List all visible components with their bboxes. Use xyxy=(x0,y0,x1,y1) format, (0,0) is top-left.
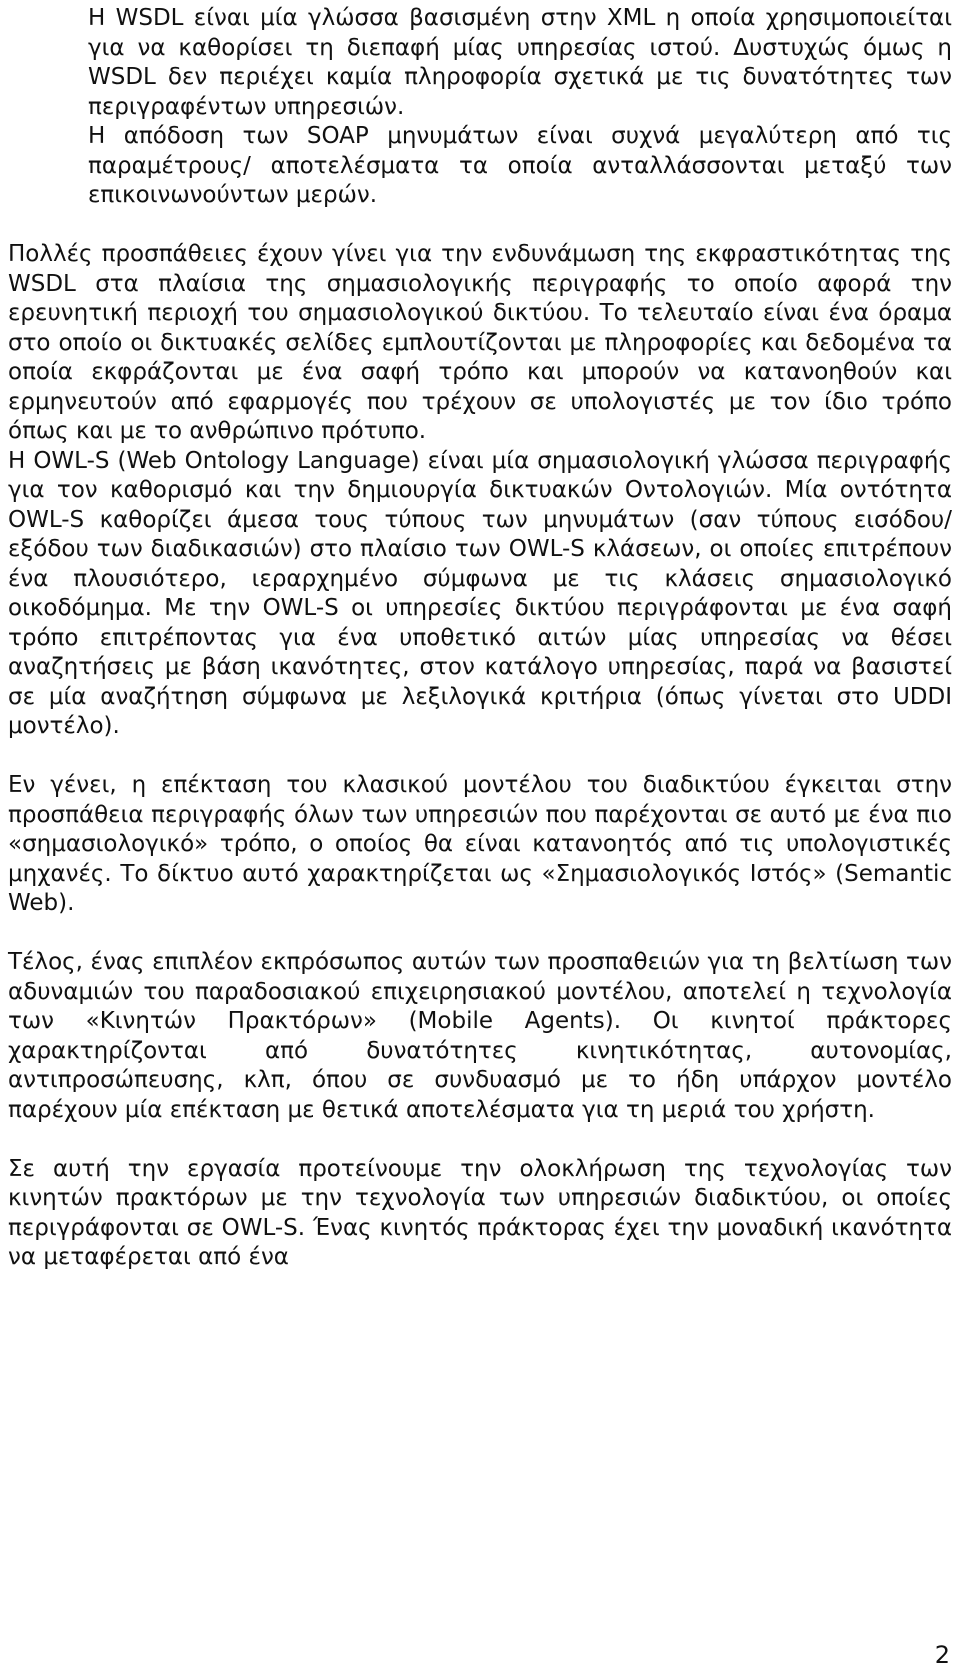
page-number: 2 xyxy=(934,1641,950,1669)
paragraph-soap: Η απόδοση των SOAP μηνυμάτων είναι συχνά μεγαλύτερη από τις παραμέτρους/ αποτελέσματα τα οποία ανταλλάσσονται μεταξύ των επικοινωνούντων μερών. xyxy=(88,123,952,208)
paragraph-owl-s: Η OWL-S (Web Ontology Language) είναι μία σημασιολογική γλώσσα περιγραφής για τον καθορισμό και την δημιουργία δικτυακών Οντολογιών. Μία οντότητα OWL-S καθορίζει άμεσα τους τύπους των μηνυμάτων (σαν τύπους εισόδου/ εξόδου των διαδικασιών) στο πλαίσιο των OWL-S κλάσεων, οι οποίες επιτρέπουν ένα πλουσιότερο, ιεραρχημένο σύμφωνα με τις κλάσεις σημασιολογικό οικοδόμημα. Με την OWL-S οι υπηρεσίες δικτύου περιγράφονται με ένα σαφή τρόπο επιτρέποντας για ένα υποθετικό αιτών μίας υπηρεσίας να θέσει αναζητήσεις με βάση ικανότητες, στον κατάλογο υπηρεσίας, παρά να βασιστεί σε μία αναζήτηση σύμφωνα με λεξιλογικά κριτήρια (όπως γίνεται στο UDDI μοντέλο). xyxy=(8,447,952,739)
document-body xyxy=(8,4,952,1273)
paragraph-mobile-agents: Τέλος, ένας επιπλέον εκπρόσωπος αυτών των προσπαθειών για τη βελτίωση των αδυναμιών του παραδοσιακού επιχειρησιακού μοντέλου, αποτελεί η τεχνολογία των «Κινητών Πρακτόρων» (Mobile Agents). Οι κινητοί πράκτορες χαρακτηρίζονται από δυνατότητες κινητικότητας, αυτονομίας, αντιπροσώπευσης, κλπ, όπου σε συνδυασμό με το ήδη υπάρχον μοντέλο παρέχουν μία επέκταση με θετικά αποτελέσματα για τη μεριά του χρήστη. xyxy=(8,949,952,1123)
paragraph-semantic-description: Πολλές προσπάθειες έχουν γίνει για την ενδυνάμωση της εκφραστικότητας της WSDL στα πλαίσια της σημασιολογικής περιγραφής το οποίο αφορά την ερευνητική περιοχή του σημασιολογικού δικτύου. Το τελευταίο είναι ένα όραμα στο οποίο οι δικτυακές σελίδες εμπλουτίζονται με πληροφορίες και δεδομένα τα οποία εκφράζονται με ένα σαφή τρόπο και μπορούν να κατανοηθούν και ερμηνευτούν από εφαρμογές που τρέχουν σε υπολογιστές με τον ίδιο τρόπο όπως και με το ανθρώπινο πρότυπο. xyxy=(8,241,952,444)
paragraph-semantic-web: Εν γένει, η επέκταση του κλασικού μοντέλου του διαδικτύου έγκειται στην προσπάθεια περιγραφής όλων των υπηρεσιών που παρέχονται σε αυτό με ένα πιο «σημασιολογικό» τρόπο, ο οποίος θα είναι κατανοητός από τις υπολογιστικές μηχανές. Το δίκτυο αυτό χαρακτηρίζεται ως «Σημασιολογικός Ιστός» (Semantic Web). xyxy=(8,772,952,916)
paragraph-wsdl: Η WSDL είναι μία γλώσσα βασισμένη στην XML η οποία χρησιμοποιείται για να καθορίσει τη διεπαφή μίας υπηρεσίας ιστού. Δυστυχώς όμως η WSDL δεν περιέχει καμία πληροφορία σχετικά με τις δυνατότητες των περιγραφέντων υπηρεσιών. xyxy=(88,5,952,120)
paragraph-proposal: Σε αυτή την εργασία προτείνουμε την ολοκλήρωση της τεχνολογίας των κινητών πρακτόρων με την τεχνολογία των υπηρεσιών διαδικτύου, οι οποίες περιγράφονται σε OWL-S. Ένας κινητός πράκτορας έχει την μοναδική ικανότητα να μεταφέρεται από ένα xyxy=(8,1155,952,1270)
